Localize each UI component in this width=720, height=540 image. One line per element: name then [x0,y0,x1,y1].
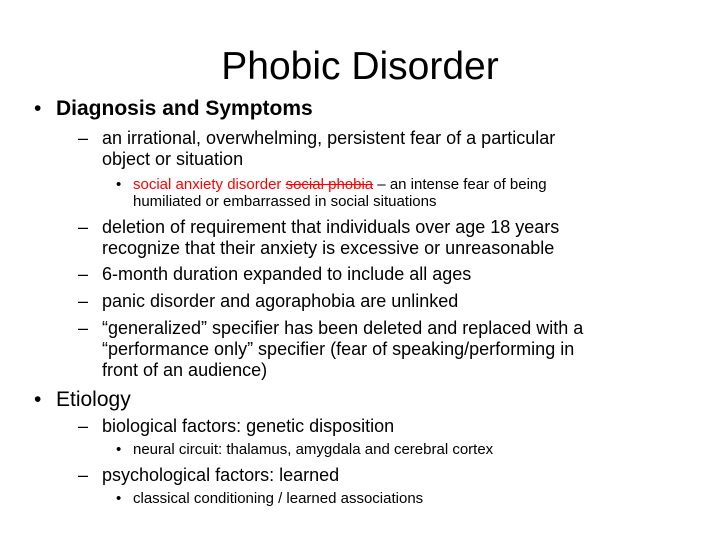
bullet-marker: • [116,490,122,507]
list-item: front of an audience) [102,360,268,380]
sub-bullet-social-anxiety [133,176,547,193]
definition-line: object or situation [102,149,244,169]
list-item: “generalized” specifier has been deleted and replaced with a [102,318,584,338]
dash-marker: – [78,465,89,485]
list-item: biological factors: genetic disposition [102,416,395,436]
dash-marker: – [78,291,89,311]
list-item: recognize that their anxiety is excessive or unreasonable [102,238,555,258]
section-heading-diagnosis: Diagnosis and Symptoms [56,97,313,120]
bullet-marker: • [116,176,122,193]
section-heading-etiology: Etiology [56,388,131,411]
bullet-marker: • [34,388,42,411]
dash-marker: – [78,416,89,436]
bullet-marker: • [34,97,42,120]
sub-bullet-text: classical conditioning / learned associations [133,490,424,507]
definition-line: an irrational, overwhelming, persistent fear of a particular [102,128,556,148]
slide-title: Phobic Disorder [221,45,499,88]
sub-bullet-text: humiliated or embarrassed in social situations [133,193,437,210]
list-item: panic disorder and agoraphobia are unlinked [102,291,459,311]
sub-bullet-text: neural circuit: thalamus, amygdala and cerebral cortex [133,441,494,458]
sub-bullet-text: – an intense fear of being [373,176,547,193]
deleted-term: social phobia [285,176,374,193]
list-item: deletion of requirement that individuals over age 18 years [102,217,560,237]
dash-marker: – [78,217,89,237]
bullet-marker: • [116,441,122,458]
inserted-term: social anxiety disorder [133,176,282,193]
list-item: psychological factors: learned [102,465,340,485]
list-item: 6-month duration expanded to include all ages [102,264,472,284]
dash-marker: – [78,318,89,338]
dash-marker: – [78,128,89,148]
dash-marker: – [78,264,89,284]
list-item: “performance only” specifier (fear of speaking/performing in [102,339,575,359]
